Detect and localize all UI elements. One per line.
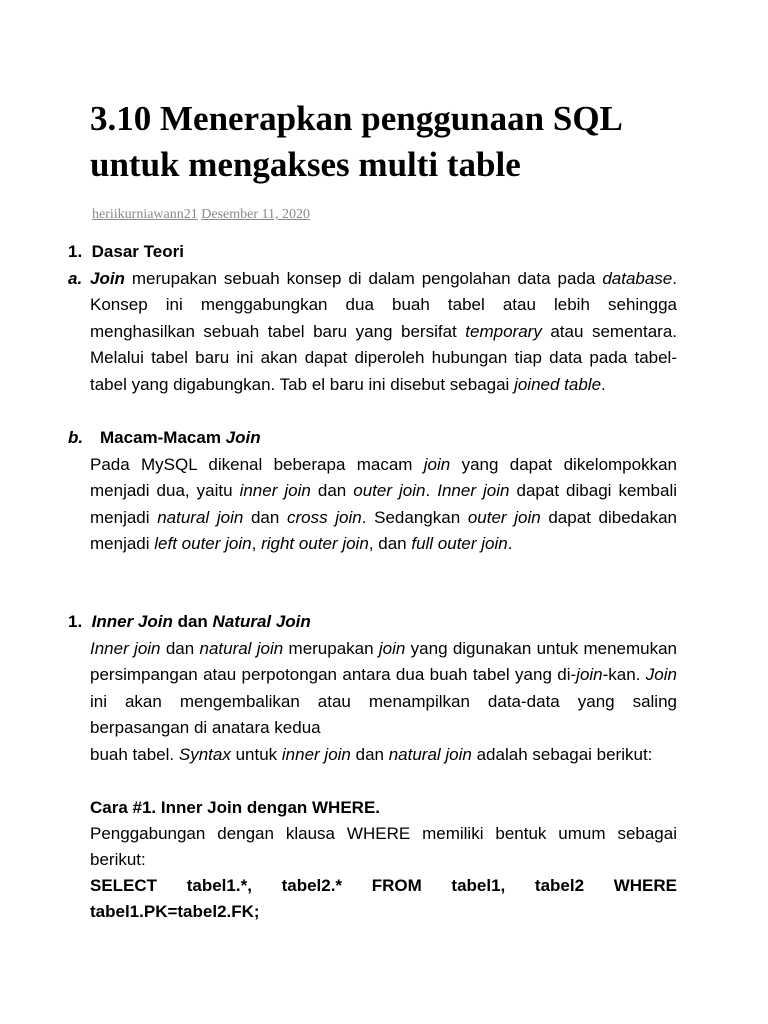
em-span: Join (645, 665, 677, 685)
text-span: . (601, 374, 606, 394)
text-span: dapat dibedakan menjadi (90, 507, 678, 554)
term-join: Join (90, 269, 125, 288)
em-span: database (602, 269, 673, 288)
text-span: dan (172, 612, 213, 631)
em-span: temporary (465, 321, 542, 341)
author-link[interactable]: heriikurniawann21 (92, 207, 198, 222)
section-title: Dasar Teori (91, 242, 184, 261)
em-span: Inner join (437, 481, 510, 501)
section-heading-dasar-teori (68, 239, 184, 265)
em-span: Inner Join (91, 612, 173, 631)
paragraph-where-clause: Penggabungan dengan klausa WHERE memiliki bentuk umum sebagai berikut: (90, 824, 677, 870)
subheading-cara-1: Cara #1. Inner Join dengan WHERE. (90, 798, 381, 817)
text-span: Pada MySQL dikenal beberapa macam (90, 455, 424, 474)
text-span: atau sementara. Melalui tabel baru ini akan dapat diperoleh hubungan tiap data pada tabel-tabel yang digabungkan. Tab el baru ini disebut sebagai (90, 321, 677, 394)
em-span: Natural Join (212, 612, 311, 631)
paragraph-join-types (90, 452, 677, 558)
em-span: outer join (353, 481, 426, 501)
em-span: join (423, 455, 451, 474)
em-span: join (378, 639, 406, 658)
em-span: Join (225, 428, 261, 447)
text-span: . Sedangkan (361, 507, 468, 527)
page-title: 3.10 Menerapkan penggunaan SQL untuk mengakses multi table (90, 99, 621, 184)
section-number: 1. (68, 242, 83, 261)
em-span: natural join (157, 507, 244, 527)
text-span: dan (310, 481, 354, 501)
em-span: full outer join (411, 534, 508, 554)
date-link[interactable]: Desember 11, 2020 (201, 207, 310, 222)
em-span: left outer join (154, 534, 252, 554)
sql-code-where: SELECT tabel1.*, tabel2.* FROM tabel1, tabel2 WHERE tabel1.PK=tabel2.FK; (90, 876, 677, 922)
text-span: adalah sebagai berikut: (471, 745, 653, 764)
em-span: natural join (388, 745, 472, 764)
text-span: . Konsep ini menggabungkan dua buah tabel atau lebih sehingga menghasilkan sebuah tabel baru yang bersifat (90, 269, 677, 341)
text-span: . (425, 481, 438, 501)
text-span: dan (350, 745, 389, 764)
em-span: right outer join (261, 534, 369, 554)
section-number: 1. (68, 612, 83, 631)
subheading-macam-join (100, 425, 261, 451)
em-span: cross join (287, 507, 362, 527)
text-span: , dan (368, 534, 412, 554)
text-span: Macam-Macam (100, 428, 226, 447)
text-span: merupakan (283, 639, 379, 658)
text-span: buah tabel. (90, 745, 179, 764)
paragraph-join-definition (90, 266, 677, 398)
text-span: dan (160, 639, 200, 658)
em-span: Syntax (178, 745, 231, 764)
em-span: natural join (199, 639, 284, 658)
paragraph-inner-join (90, 636, 677, 742)
em-span: outer join (467, 507, 541, 527)
em-span: Inner join (90, 639, 161, 658)
text-span: dapat dibagi kembali menjadi (90, 481, 678, 527)
paragraph-syntax-intro (90, 742, 677, 768)
em-span: join (576, 665, 603, 685)
text-span: ini akan mengembalikan atau menampilkan data-data yang saling berpasangan di anatara kedua (90, 691, 677, 738)
text-span: yang dapat dikelompokkan menjadi dua, yaitu (90, 455, 677, 501)
list-marker-b: b. (68, 428, 84, 447)
text-span: dan (243, 507, 287, 527)
text-span: untuk (230, 745, 282, 764)
post-meta (92, 207, 310, 223)
text-span: merupakan sebuah konsep di dalam pengolahan data pada (124, 269, 603, 288)
em-span: inner join (281, 745, 351, 764)
text-span: yang digunakan untuk menemukan persimpangan atau perpotongan antara dua buah tabel yang di- (90, 639, 678, 685)
em-span: joined table (514, 374, 602, 394)
em-span: inner join (239, 481, 311, 501)
text-span: . (507, 534, 513, 554)
section-heading-inner-natural-join (68, 609, 311, 635)
text-span: -kan. (602, 665, 646, 685)
list-marker-a: a. (68, 269, 83, 288)
text-span: , (251, 534, 262, 554)
